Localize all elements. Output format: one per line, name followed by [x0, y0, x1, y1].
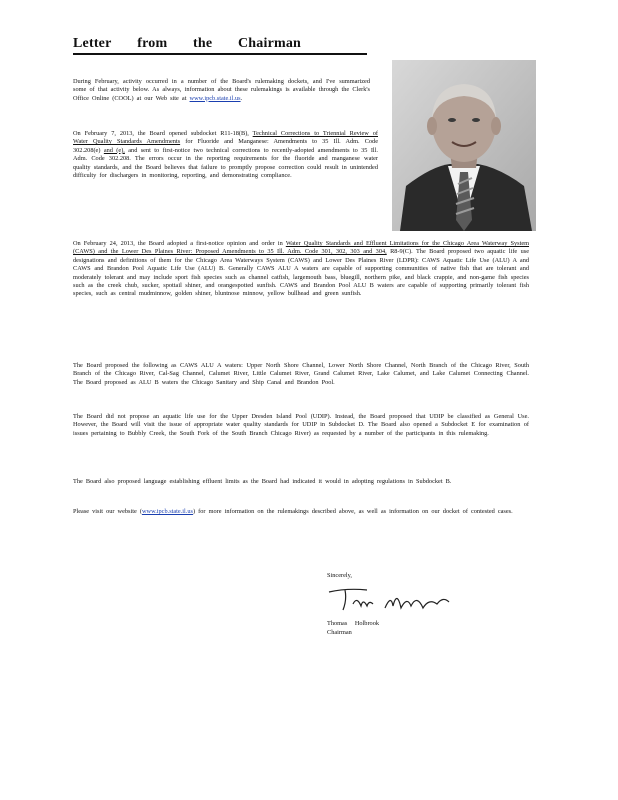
intro-end: .: [240, 94, 243, 102]
subdocket-code: for Fluoride and Manganese: Amendments to 35 Ill. Adm. Code 302.208(e): [73, 138, 379, 154]
closing: Sincerely,: [327, 572, 352, 579]
title-word: Chairman: [237, 36, 302, 51]
handwritten-signature: [327, 584, 457, 614]
title-word: from: [137, 36, 168, 51]
effluent-paragraph: The Board also proposed language establishing effluent limits as the Board had indicated it would in adopting regulations in Subdocket B.: [73, 478, 452, 485]
subdocket-intro: On February 7, 2013, the Board opened subdocket R11-18(B),: [73, 130, 249, 137]
subdocket-title: Technical Corrections to Triennial Review of Water Quality Standards Amendments: [73, 130, 378, 146]
website-suffix: ) for more information on the rulemakings described above, as well as information on our docket of contested cases.: [192, 508, 513, 515]
caws-paragraph: [73, 240, 529, 299]
title-word: the: [193, 36, 213, 51]
website-link-2[interactable]: www.ipcb.state.il.us: [141, 508, 193, 515]
intro-paragraph: [73, 78, 370, 103]
website-paragraph: [73, 508, 529, 516]
chairman-portrait: [392, 60, 536, 231]
website-link[interactable]: www.ipcb.state.il.us: [189, 94, 241, 102]
intro-text: During February, activity occurred in a number of the Board's rulemaking dockets, and I've summarized some of that activity below. As always, information about these rulemakings is available through the Clerk's Office Online (COOL) at our Web site at: [73, 78, 370, 102]
website-prefix: Please visit our website (: [73, 508, 142, 515]
subdocket-paragraph: [73, 130, 378, 180]
subdocket-body: and sent to first-notice two technical corrections to recently-adopted amendments to 35 Ill. Adm. Code 302.208. The errors occur in the reporting requirements for the fluoride and manganese water quality standards, and the Board believes that failure to promptly propose correction could result in unintended difficulty for dischargers in monitoring, reporting, and demonstrating compliance.: [73, 146, 378, 180]
caws-intro: On February 24, 2013, the Board adopted a first-notice opinion and order in: [73, 240, 283, 247]
signer-name: Thomas Holbrook: [327, 620, 379, 627]
alu-waters-paragraph: The Board proposed the following as CAWS ALU A waters: Upper North Shore Channel, Lower North Shore Channel, North Branch of the Chicago River, South Branch of the Chicago River, Cal-Sag Channel, Calumet River, Little Calumet River, Grand Calumet River, Lake Calumet, and Lake Calumet Connecting Channel. The Board proposed as ALU B waters the Chicago Sanitary and Ship Canal and Brandon Pool.: [73, 362, 529, 386]
caws-docket-title: Water Quality Standards and Effluent Limitations for the Chicago Area Waterway System (CAWS) and the Lower Des Plaines River: Proposed Amendments to 35 Ill. Adm. Code 301, 302, 303 and 304,: [73, 240, 530, 256]
portrait-illustration: [392, 60, 536, 231]
title-word: Letter: [73, 36, 112, 51]
signer-title: Chairman: [327, 629, 352, 636]
subdocket-code-end: and (e),: [103, 146, 125, 154]
page-title: [73, 36, 367, 55]
caws-body: R8-9(C). The Board proposed two aquatic life use designations and definitions of them for the Chicago Area Waterways System (CAWS) and Lower Des Plaines River (LDPR): CAWS Aquatic Life Use (ALU) A and CAWS and Brandon Pool Aquatic Life Use (ALU) B. Generally CAWS ALU A waters are capable of supporting communities of native fish that are tolerant and moderately tolerant and may include sport fish species such as channel catfish, largemouth bass, bluegill, northern pike, and black crappie, and non-game fish species such as the creek chub, sucker, spottail shiner, and orangespotted sunfish. CAWS and Brandon Pool ALU B waters are capable of supporting primarily tolerant fish species, such as central mudminnow, golden shiner, bluntnose minnow, yellow bullhead and green sunfish.: [73, 248, 530, 298]
udip-paragraph: The Board did not propose an aquatic life use for the Upper Dresden Island Pool (UDIP). Instead, the Board proposed that UDIP be classified as General Use. However, the Board will visit the issue of appropriate water quality standards for UDIP in Subdocket D. The Board also opened a Subdocket E for examination of issues pertaining to Bubbly Creek, the South Fork of the South Branch Chicago River) as requested by a number of the participants in this rulemaking.: [73, 413, 529, 437]
